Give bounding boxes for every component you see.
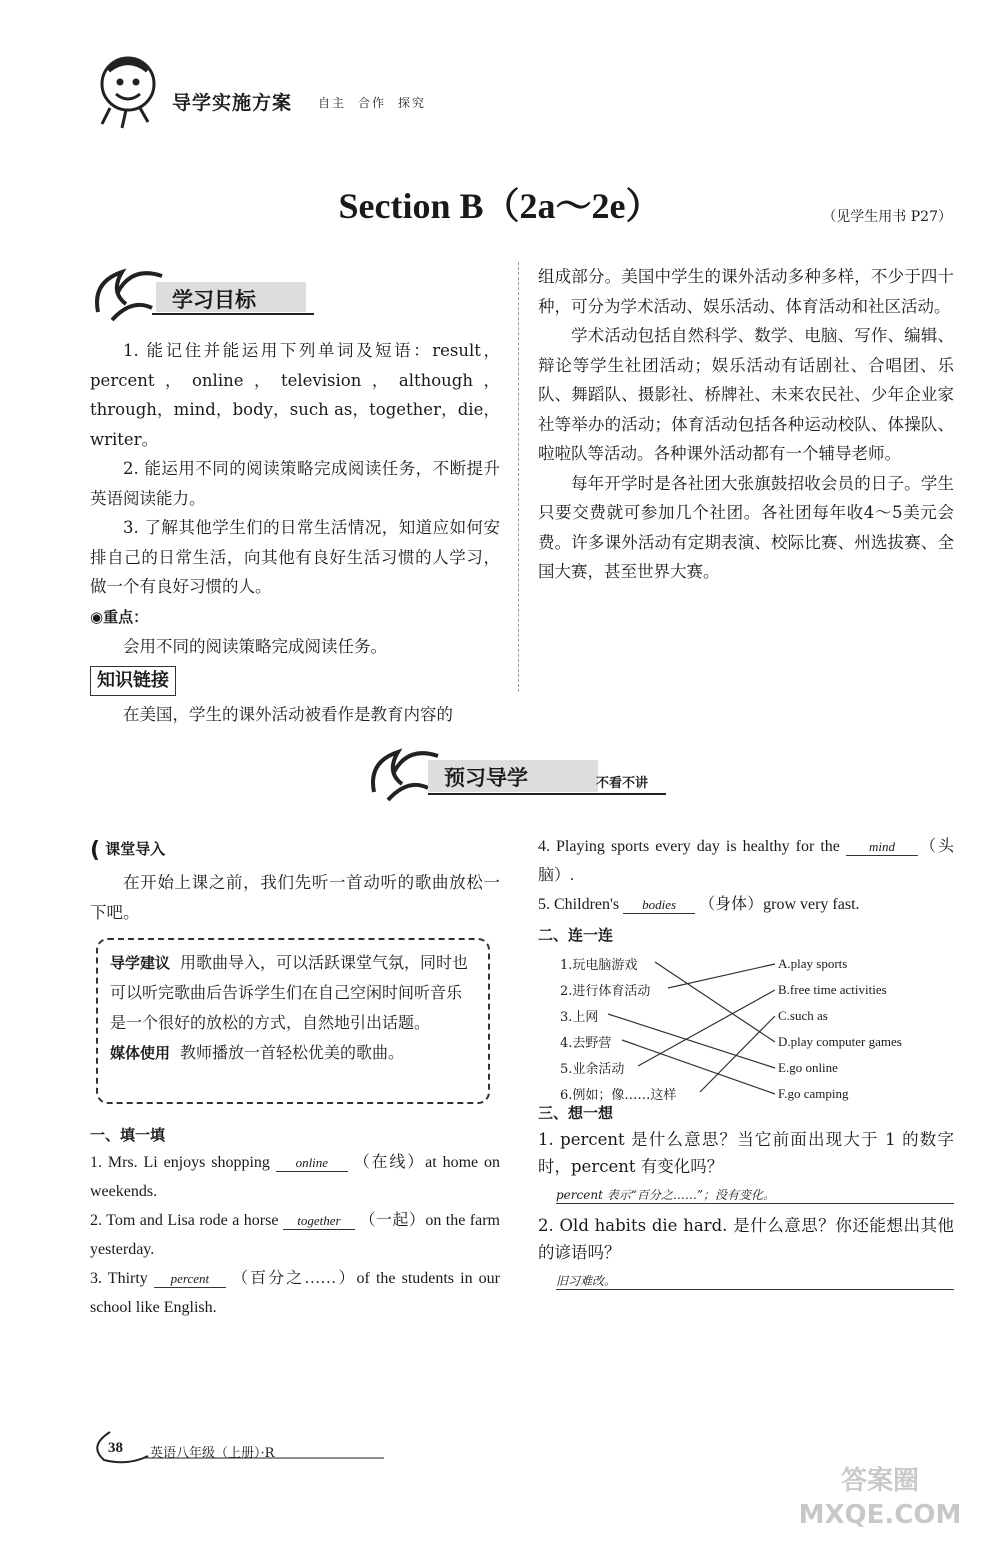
tip1-label: 导学建议 bbox=[110, 954, 171, 972]
match-right-d[interactable]: D.play computer games bbox=[778, 1034, 902, 1049]
fill-answer-1[interactable]: online bbox=[276, 1155, 348, 1172]
think-q1: 1. percent 是什么意思？当它前面出现大于 1 的数字时，percent 有变化吗？ bbox=[538, 1130, 954, 1176]
fill-q4: 4. Playing sports every day is healthy for the mind （头脑）. bbox=[538, 838, 955, 884]
match-line-2 bbox=[668, 964, 775, 988]
preview-banner-sub: 不看不讲 bbox=[596, 776, 649, 791]
fill-answer-5[interactable]: bodies bbox=[623, 897, 695, 914]
fill-q1: 1. Mrs. Li enjoys shopping online （在线）at home on weekends. bbox=[90, 1154, 501, 1200]
match-right-e[interactable]: E.go online bbox=[778, 1060, 838, 1075]
preview-banner-text: 预习导学 bbox=[444, 766, 528, 790]
link-text: 在美国，学生的课外活动被看作是教育内容的 bbox=[123, 704, 453, 724]
goal-item-1: 1. 能记住并能运用下列单词及短语：result，percent，online，television，although，through，mind，body，such as，together，die，writer。 bbox=[90, 341, 500, 449]
think-block bbox=[538, 1126, 954, 1180]
match-right-a[interactable]: A.play sports bbox=[778, 956, 848, 971]
page-number: 38 bbox=[108, 1440, 123, 1456]
section-ref: （见学生用书 P27） bbox=[822, 209, 952, 225]
footer-text: 英语八年级（上册）·R bbox=[150, 1446, 275, 1461]
think-block-2 bbox=[538, 1212, 954, 1266]
match-right-c[interactable]: C.such as bbox=[778, 1008, 828, 1023]
key-text: 会用不同的阅读策略完成阅读任务。 bbox=[123, 637, 387, 656]
match-left-2[interactable]: 2.进行体育活动 bbox=[560, 984, 651, 999]
match-right-f[interactable]: F.go camping bbox=[778, 1086, 849, 1101]
fill-q2: 2. Tom and Lisa rode a horse together （一起）on the farm yesterday. bbox=[90, 1212, 501, 1258]
fill-heading: 一、填一填 bbox=[90, 1126, 166, 1144]
fill-q5: 5. Children's bodies （身体）grow very fast. bbox=[538, 896, 860, 913]
fill-answer-4[interactable]: mind bbox=[846, 839, 918, 856]
background-p3: 每年开学时是各社团大张旗鼓招收会员的日子。学生只要交费就可参加几个社团。各社团每年收4～5美元会费。许多课外活动有定期表演、校际比赛、州选拔赛、全国大赛，甚至世界大赛。 bbox=[538, 473, 954, 581]
match-left-6[interactable]: 6.例如；像……这样 bbox=[560, 1088, 677, 1103]
match-left-1[interactable]: 1.玩电脑游戏 bbox=[560, 958, 638, 973]
goal-item-3: 3. 了解其他学生们的日常生活情况，知道应如何安排自己的日常生活，向其他有良好生活习惯的人学习，做一个有良好习惯的人。 bbox=[90, 518, 500, 596]
think-heading: 三、想一想 bbox=[538, 1104, 614, 1122]
match-right-b[interactable]: B.free time activities bbox=[778, 982, 887, 997]
think-answer-2[interactable]: 旧习难改。 bbox=[556, 1272, 954, 1290]
match-left-4[interactable]: 4.去野营 bbox=[560, 1036, 612, 1051]
think-q2: 2. Old habits die hard. 是什么意思？你还能想出其他的谚语吗？ bbox=[538, 1216, 954, 1262]
intro-label: ( 课堂导入 bbox=[90, 838, 166, 863]
match-heading: 二、连一连 bbox=[538, 926, 614, 944]
match-line-1 bbox=[655, 962, 775, 1042]
tip2-label: 媒体使用 bbox=[110, 1044, 171, 1062]
key-label: ◉重点： bbox=[90, 607, 149, 626]
match-left-3[interactable]: 3.上网 bbox=[560, 1010, 599, 1025]
goal-item-2: 2. 能运用不同的阅读策略完成阅读任务，不断提升英语阅读能力。 bbox=[90, 459, 500, 508]
section-title: Section B（2a～2e） bbox=[338, 186, 662, 226]
intro-text: 在开始上课之前，我们先听一首动听的歌曲放松一下吧。 bbox=[90, 873, 500, 922]
background-p1: 组成部分。美国中学生的课外活动多种多样，不少于四十种，可分为学术活动、娱乐活动、体育活动和社区活动。 bbox=[538, 267, 954, 316]
tip2-text: 教师播放一首轻松优美的歌曲。 bbox=[180, 1043, 405, 1062]
tip1-text: 用歌曲导入，可以活跃课堂气氛，同时也可以听完歌曲后告诉学生们在自己空闲时间听音乐是一个很好的放松的方式，自然地引出话题。 bbox=[110, 953, 469, 1032]
watermark: 答案圈 MXQE.COM bbox=[798, 1466, 962, 1530]
header-sub: 自主 合作 探究 bbox=[318, 96, 427, 110]
fill-answer-3[interactable]: percent bbox=[154, 1271, 226, 1288]
fill-q3: 3. Thirty percent （百分之……）of the students in our school like English. bbox=[90, 1270, 500, 1316]
match-line-4 bbox=[622, 1040, 775, 1094]
goals-banner-text: 学习目标 bbox=[172, 288, 256, 312]
match-left-5[interactable]: 5.业余活动 bbox=[560, 1062, 625, 1077]
header-title: 导学实施方案 bbox=[172, 92, 293, 114]
knowledge-link-tag: 知识链接 bbox=[90, 666, 176, 696]
background-p2: 学术活动包括自然科学、数学、电脑、写作、编辑、辩论等学生社团活动；娱乐活动有话剧社、合唱团、乐队、舞蹈队、摄影社、桥牌社、未来农民社、少年企业家社等举办的活动；体育活动包括各种运动校队、体操队、啦啦队等活动。各种课外活动都有一个辅导老师。 bbox=[538, 326, 954, 463]
think-answer-1[interactable]: percent 表示“百分之……”；没有变化。 bbox=[556, 1186, 954, 1204]
fill-answer-2[interactable]: together bbox=[283, 1213, 355, 1230]
